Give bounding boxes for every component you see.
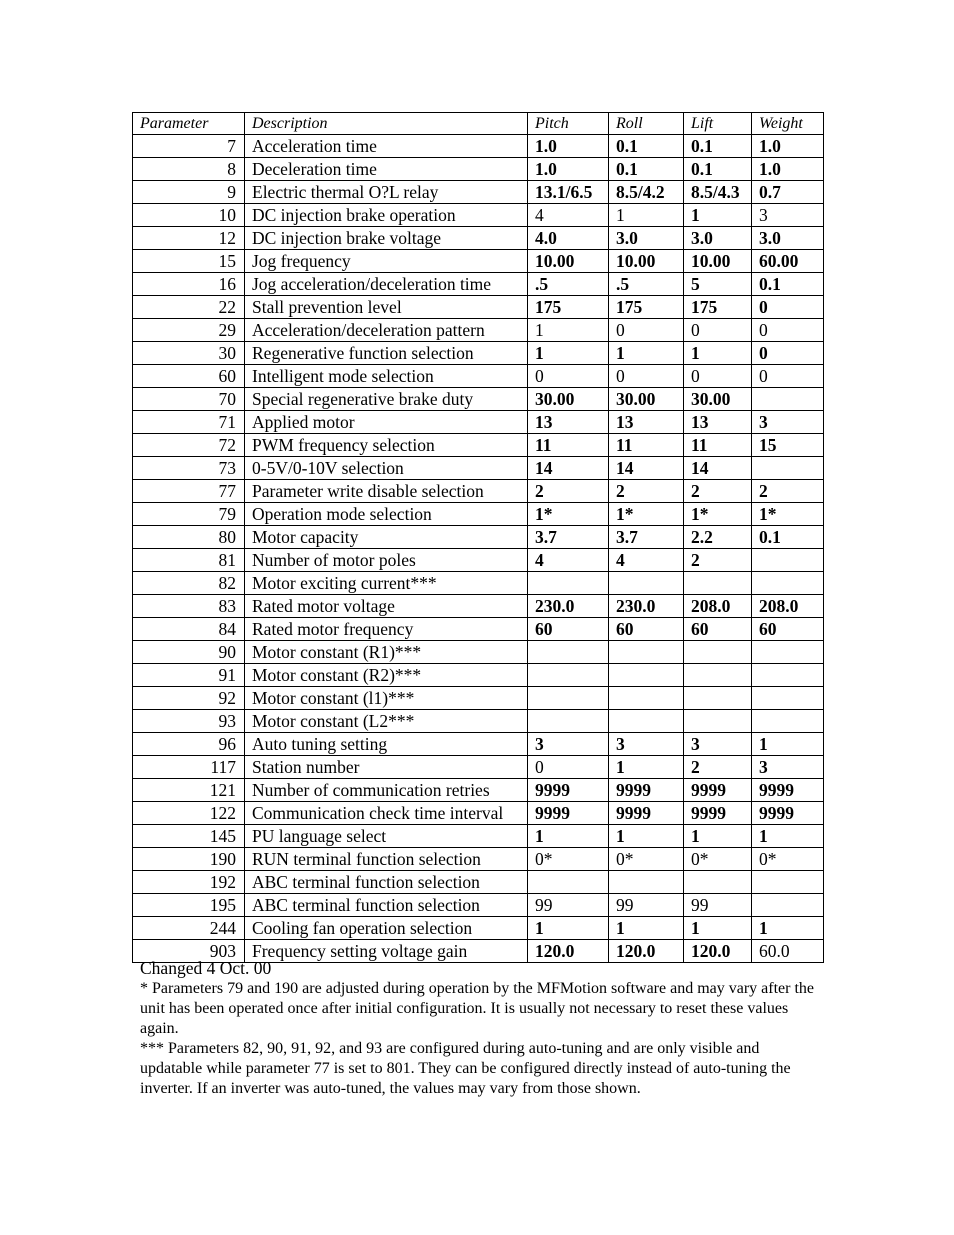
roll-value: .5 <box>609 273 684 296</box>
pitch-value: 13.1/6.5 <box>528 181 609 204</box>
parameter-number: 90 <box>133 641 245 664</box>
weight-value: 15 <box>752 434 824 457</box>
table-row <box>133 204 824 227</box>
parameter-number: 121 <box>133 779 245 802</box>
header-roll: Roll <box>609 113 684 135</box>
roll-value: 230.0 <box>609 595 684 618</box>
parameter-description: ABC terminal function selection <box>245 894 528 917</box>
table-row <box>133 848 824 871</box>
lift-value: 10.00 <box>684 250 752 273</box>
table-row <box>133 733 824 756</box>
roll-value: 9999 <box>609 779 684 802</box>
parameter-description: Rated motor frequency <box>245 618 528 641</box>
lift-value: 5 <box>684 273 752 296</box>
weight-value: 1.0 <box>752 135 824 158</box>
parameter-description: Jog frequency <box>245 250 528 273</box>
table-row <box>133 227 824 250</box>
pitch-value: 1 <box>528 825 609 848</box>
table-row <box>133 802 824 825</box>
lift-value: 9999 <box>684 802 752 825</box>
parameter-description: Acceleration time <box>245 135 528 158</box>
table-row <box>133 319 824 342</box>
parameter-number: 22 <box>133 296 245 319</box>
weight-value <box>752 457 824 480</box>
weight-value: 3 <box>752 204 824 227</box>
roll-value <box>609 572 684 595</box>
footnote-asterisk: * Parameters 79 and 190 are adjusted during operation by the MFMotion software and may vary after the unit has been operated once after initial configuration. It is usually not necessary to reset these values again. <box>140 980 815 1037</box>
parameter-number: 29 <box>133 319 245 342</box>
lift-value: 0 <box>684 365 752 388</box>
parameter-description: Motor capacity <box>245 526 528 549</box>
table-row <box>133 457 824 480</box>
pitch-value <box>528 664 609 687</box>
parameter-number: 77 <box>133 480 245 503</box>
table-row <box>133 917 824 940</box>
parameter-number: 192 <box>133 871 245 894</box>
pitch-value: 4 <box>528 204 609 227</box>
roll-value: 2 <box>609 480 684 503</box>
table-row <box>133 250 824 273</box>
parameter-number: 82 <box>133 572 245 595</box>
parameter-description: PWM frequency selection <box>245 434 528 457</box>
roll-value: 4 <box>609 549 684 572</box>
lift-value <box>684 664 752 687</box>
roll-value: 8.5/4.2 <box>609 181 684 204</box>
roll-value: 11 <box>609 434 684 457</box>
weight-value <box>752 687 824 710</box>
parameter-description: Stall prevention level <box>245 296 528 319</box>
roll-value: 1 <box>609 342 684 365</box>
roll-value: 0.1 <box>609 158 684 181</box>
table-row <box>133 687 824 710</box>
parameter-description: Cooling fan operation selection <box>245 917 528 940</box>
weight-value: 208.0 <box>752 595 824 618</box>
weight-value: 0 <box>752 342 824 365</box>
roll-value: 30.00 <box>609 388 684 411</box>
roll-value: 10.00 <box>609 250 684 273</box>
parameter-description: Number of communication retries <box>245 779 528 802</box>
parameter-description: Acceleration/deceleration pattern <box>245 319 528 342</box>
pitch-value: 3 <box>528 733 609 756</box>
lift-value: 2.2 <box>684 526 752 549</box>
pitch-value: 1.0 <box>528 135 609 158</box>
lift-value: 0.1 <box>684 135 752 158</box>
parameter-description: Electric thermal O?L relay <box>245 181 528 204</box>
parameter-number: 30 <box>133 342 245 365</box>
table-row <box>133 641 824 664</box>
weight-value: 0 <box>752 319 824 342</box>
pitch-value: 0 <box>528 365 609 388</box>
parameter-number: 9 <box>133 181 245 204</box>
roll-value: 175 <box>609 296 684 319</box>
changed-date: Changed 4 Oct. 00 <box>140 958 272 978</box>
lift-value: 9999 <box>684 779 752 802</box>
weight-value: 1 <box>752 917 824 940</box>
weight-value <box>752 894 824 917</box>
lift-value <box>684 710 752 733</box>
lift-value: 2 <box>684 756 752 779</box>
parameter-description: RUN terminal function selection <box>245 848 528 871</box>
parameter-number: 83 <box>133 595 245 618</box>
pitch-value: 1.0 <box>528 158 609 181</box>
pitch-value: 99 <box>528 894 609 917</box>
pitch-value: 1 <box>528 319 609 342</box>
pitch-value: 120.0 <box>528 940 609 963</box>
parameter-description: Regenerative function selection <box>245 342 528 365</box>
lift-value: 0.1 <box>684 158 752 181</box>
footnotes <box>140 958 820 1099</box>
lift-value: 2 <box>684 549 752 572</box>
parameter-description: 0-5V/0-10V selection <box>245 457 528 480</box>
table-row <box>133 710 824 733</box>
lift-value: 2 <box>684 480 752 503</box>
weight-value: 0 <box>752 296 824 319</box>
weight-value: 0* <box>752 848 824 871</box>
lift-value: 1 <box>684 342 752 365</box>
pitch-value: 4 <box>528 549 609 572</box>
lift-value: 3 <box>684 733 752 756</box>
pitch-value: 9999 <box>528 802 609 825</box>
weight-value <box>752 871 824 894</box>
weight-value <box>752 572 824 595</box>
weight-value: 60.00 <box>752 250 824 273</box>
parameter-number: 96 <box>133 733 245 756</box>
roll-value: 3.7 <box>609 526 684 549</box>
table-row <box>133 480 824 503</box>
table-row <box>133 411 824 434</box>
header-parameter: Parameter <box>133 113 245 135</box>
table-header-row <box>133 113 824 135</box>
lift-value: 175 <box>684 296 752 319</box>
table-row <box>133 388 824 411</box>
lift-value: 14 <box>684 457 752 480</box>
parameter-number: 84 <box>133 618 245 641</box>
roll-value: 9999 <box>609 802 684 825</box>
parameter-description: Intelligent mode selection <box>245 365 528 388</box>
roll-value: 1 <box>609 756 684 779</box>
parameter-description: DC injection brake voltage <box>245 227 528 250</box>
lift-value: 1* <box>684 503 752 526</box>
roll-value: 60 <box>609 618 684 641</box>
parameter-number: 70 <box>133 388 245 411</box>
parameter-number: 15 <box>133 250 245 273</box>
lift-value: 1 <box>684 825 752 848</box>
roll-value <box>609 641 684 664</box>
weight-value: 3 <box>752 756 824 779</box>
pitch-value <box>528 572 609 595</box>
table-row <box>133 549 824 572</box>
parameter-number: 72 <box>133 434 245 457</box>
parameter-number: 16 <box>133 273 245 296</box>
parameter-number: 145 <box>133 825 245 848</box>
parameter-number: 7 <box>133 135 245 158</box>
parameter-description: DC injection brake operation <box>245 204 528 227</box>
table-row <box>133 871 824 894</box>
table-row <box>133 434 824 457</box>
lift-value: 3.0 <box>684 227 752 250</box>
lift-value: 208.0 <box>684 595 752 618</box>
pitch-value: 0 <box>528 756 609 779</box>
roll-value <box>609 687 684 710</box>
pitch-value: 230.0 <box>528 595 609 618</box>
table-row <box>133 825 824 848</box>
roll-value: 1* <box>609 503 684 526</box>
roll-value <box>609 710 684 733</box>
table-row <box>133 779 824 802</box>
pitch-value: 10.00 <box>528 250 609 273</box>
lift-value <box>684 572 752 595</box>
table-row <box>133 135 824 158</box>
table-row <box>133 572 824 595</box>
weight-value: 0.1 <box>752 273 824 296</box>
lift-value <box>684 687 752 710</box>
parameter-number: 92 <box>133 687 245 710</box>
weight-value <box>752 549 824 572</box>
parameter-number: 117 <box>133 756 245 779</box>
pitch-value: 1 <box>528 342 609 365</box>
parameter-description: PU language select <box>245 825 528 848</box>
parameter-number: 12 <box>133 227 245 250</box>
header-lift: Lift <box>684 113 752 135</box>
parameter-description: ABC terminal function selection <box>245 871 528 894</box>
pitch-value: 3.7 <box>528 526 609 549</box>
roll-value: 14 <box>609 457 684 480</box>
parameter-description: Frequency setting voltage gain <box>245 940 528 963</box>
lift-value: 11 <box>684 434 752 457</box>
parameter-number: 71 <box>133 411 245 434</box>
weight-value <box>752 710 824 733</box>
lift-value: 1 <box>684 917 752 940</box>
parameter-description: Special regenerative brake duty <box>245 388 528 411</box>
parameter-number: 81 <box>133 549 245 572</box>
parameter-description: Rated motor voltage <box>245 595 528 618</box>
pitch-value: 4.0 <box>528 227 609 250</box>
parameter-description: Motor constant (R1)*** <box>245 641 528 664</box>
table-row <box>133 365 824 388</box>
parameter-number: 60 <box>133 365 245 388</box>
table-row <box>133 756 824 779</box>
parameter-description: Communication check time interval <box>245 802 528 825</box>
lift-value: 0* <box>684 848 752 871</box>
weight-value: 3.0 <box>752 227 824 250</box>
table-row <box>133 342 824 365</box>
weight-value: 1* <box>752 503 824 526</box>
weight-value: 3 <box>752 411 824 434</box>
weight-value: 1 <box>752 825 824 848</box>
table-row <box>133 503 824 526</box>
roll-value: 99 <box>609 894 684 917</box>
table-row <box>133 526 824 549</box>
parameter-number: 93 <box>133 710 245 733</box>
roll-value: 3 <box>609 733 684 756</box>
roll-value: 1 <box>609 204 684 227</box>
pitch-value: .5 <box>528 273 609 296</box>
roll-value: 1 <box>609 825 684 848</box>
parameter-number: 10 <box>133 204 245 227</box>
pitch-value: 11 <box>528 434 609 457</box>
roll-value: 3.0 <box>609 227 684 250</box>
parameter-description: Deceleration time <box>245 158 528 181</box>
parameter-table <box>132 112 824 963</box>
pitch-value: 175 <box>528 296 609 319</box>
roll-value <box>609 871 684 894</box>
table-row <box>133 664 824 687</box>
table-row <box>133 894 824 917</box>
parameter-description: Operation mode selection <box>245 503 528 526</box>
weight-value: 60 <box>752 618 824 641</box>
roll-value: 0* <box>609 848 684 871</box>
table-row <box>133 158 824 181</box>
pitch-value: 30.00 <box>528 388 609 411</box>
header-description: Description <box>245 113 528 135</box>
pitch-value <box>528 641 609 664</box>
pitch-value: 1* <box>528 503 609 526</box>
weight-value: 1.0 <box>752 158 824 181</box>
footnote-triple-asterisk: *** Parameters 82, 90, 91, 92, and 93 are configured during auto-tuning and are only visible and updatable while parameter 77 is set to 801. They can be configured directly instead of auto-tuning the inverter. If an inverter was auto-tuned, the values may vary from those shown. <box>140 1040 791 1097</box>
weight-value: 1 <box>752 733 824 756</box>
lift-value: 99 <box>684 894 752 917</box>
parameter-number: 91 <box>133 664 245 687</box>
weight-value: 0.7 <box>752 181 824 204</box>
roll-value: 0.1 <box>609 135 684 158</box>
roll-value: 0 <box>609 319 684 342</box>
parameter-description: Motor constant (R2)*** <box>245 664 528 687</box>
lift-value <box>684 641 752 664</box>
parameter-number: 8 <box>133 158 245 181</box>
parameter-number: 244 <box>133 917 245 940</box>
weight-value: 0 <box>752 365 824 388</box>
parameter-number: 195 <box>133 894 245 917</box>
weight-value <box>752 388 824 411</box>
lift-value: 0 <box>684 319 752 342</box>
pitch-value: 13 <box>528 411 609 434</box>
lift-value <box>684 871 752 894</box>
weight-value <box>752 664 824 687</box>
table-row <box>133 296 824 319</box>
lift-value: 120.0 <box>684 940 752 963</box>
lift-value: 60 <box>684 618 752 641</box>
lift-value: 1 <box>684 204 752 227</box>
table-body <box>133 135 824 963</box>
parameter-number: 73 <box>133 457 245 480</box>
pitch-value: 1 <box>528 917 609 940</box>
roll-value: 0 <box>609 365 684 388</box>
parameter-description: Station number <box>245 756 528 779</box>
parameter-description: Motor constant (l1)*** <box>245 687 528 710</box>
weight-value: 0.1 <box>752 526 824 549</box>
parameter-number: 190 <box>133 848 245 871</box>
weight-value: 9999 <box>752 802 824 825</box>
roll-value: 120.0 <box>609 940 684 963</box>
roll-value: 1 <box>609 917 684 940</box>
table-row <box>133 618 824 641</box>
pitch-value: 9999 <box>528 779 609 802</box>
pitch-value: 0* <box>528 848 609 871</box>
table-row <box>133 181 824 204</box>
parameter-description: Jog acceleration/deceleration time <box>245 273 528 296</box>
lift-value: 8.5/4.3 <box>684 181 752 204</box>
parameter-number: 122 <box>133 802 245 825</box>
header-weight: Weight <box>752 113 824 135</box>
lift-value: 30.00 <box>684 388 752 411</box>
roll-value <box>609 664 684 687</box>
weight-value <box>752 641 824 664</box>
table-row <box>133 273 824 296</box>
pitch-value <box>528 871 609 894</box>
pitch-value: 2 <box>528 480 609 503</box>
weight-value: 2 <box>752 480 824 503</box>
parameter-description: Applied motor <box>245 411 528 434</box>
weight-value: 9999 <box>752 779 824 802</box>
parameter-description: Auto tuning setting <box>245 733 528 756</box>
parameter-number: 79 <box>133 503 245 526</box>
parameter-number: 903 <box>133 940 245 963</box>
parameter-description: Motor constant (L2*** <box>245 710 528 733</box>
parameter-description: Number of motor poles <box>245 549 528 572</box>
pitch-value <box>528 710 609 733</box>
parameter-description: Parameter write disable selection <box>245 480 528 503</box>
pitch-value: 60 <box>528 618 609 641</box>
pitch-value <box>528 687 609 710</box>
weight-value: 60.0 <box>752 940 824 963</box>
lift-value: 13 <box>684 411 752 434</box>
parameter-description: Motor exciting current*** <box>245 572 528 595</box>
table-row <box>133 595 824 618</box>
roll-value: 13 <box>609 411 684 434</box>
parameter-number: 80 <box>133 526 245 549</box>
header-pitch: Pitch <box>528 113 609 135</box>
pitch-value: 14 <box>528 457 609 480</box>
